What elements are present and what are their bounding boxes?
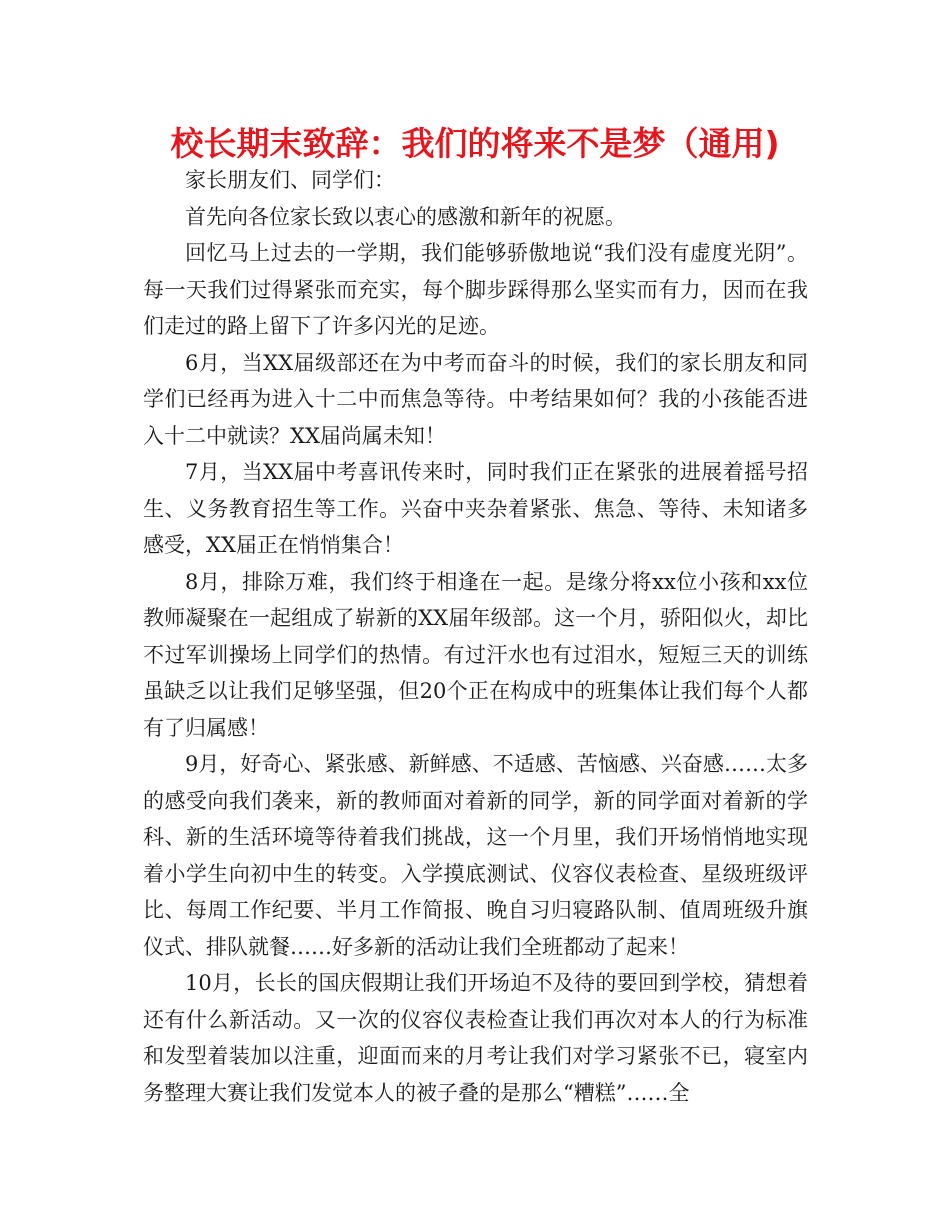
- paragraph-thanks: 首先向各位家长致以衷心的感激和新年的祝愿。: [185, 204, 626, 229]
- paragraph-june: 6月，当XX届级部还在为中考而奋斗的时候，我们的家长朋友和同学们已经再为进入十二中而焦急等待。中考结果如何？我的小孩能否进入十二中就读？XX届尚属未知！: [143, 350, 808, 448]
- document-body: [143, 162, 808, 1111]
- paragraph-october: 10月，长长的国庆假期让我们开场迫不及待的要回到学校，猜想着还有什么新活动。又一次的仪容仪表检查让我们再次对本人的行为标准和发型着装加以注重，迎面而来的月考让我们对学习紧张不已，寝室内务整理大赛让我们发觉本人的被子叠的是那么“糟糕”……全: [143, 971, 808, 1105]
- paragraph-august: 8月，排除万难，我们终于相逢在一起。是缘分将xx位小孩和xx位教师凝聚在一起组成了崭新的XX届年级部。这一个月，骄阳似火，却比不过军训操场上同学们的热情。有过汗水也有过泪水，短短三天的训练虽缺乏以让我们足够坚强，但20个正在构成中的班集体让我们每个人都有了归属感！: [143, 569, 808, 740]
- document-title: 校长期末致辞：我们的将来不是梦（通用): [170, 124, 780, 163]
- paragraph-july: 7月，当XX届中考喜讯传来时，同时我们正在紧张的进展着摇号招生、义务教育招生等工作。兴奋中夹杂着紧张、焦急、等待、未知诸多感受，XX届正在悄悄集合！: [143, 460, 808, 557]
- paragraph-greeting: 家长朋友们、同学们：: [185, 168, 395, 192]
- paragraph-september: 9月，好奇心、紧张感、新鲜感、不适感、苦恼感、兴奋感……太多的感受向我们袭来，新的教师面对着新的同学，新的同学面对着新的学科、新的生活环境等待着我们挑战，这一个月里，我们开场悄悄地实现着小学生向初中生的转变。入学摸底测试、仪容仪表检查、星级班级评比、每周工作纪要、半月工作简报、晚自习归寝路队制、值周班级升旗仪式、排队就餐……好多新的活动让我们全班都动了起来！: [143, 752, 808, 959]
- paragraph-review: 回忆马上过去的一学期，我们能够骄傲地说“我们没有虚度光阴”。每一天我们过得紧张而充实，每个脚步踩得那么坚实而有力，因而在我们走过的路上留下了许多闪光的足迹。: [143, 241, 808, 338]
